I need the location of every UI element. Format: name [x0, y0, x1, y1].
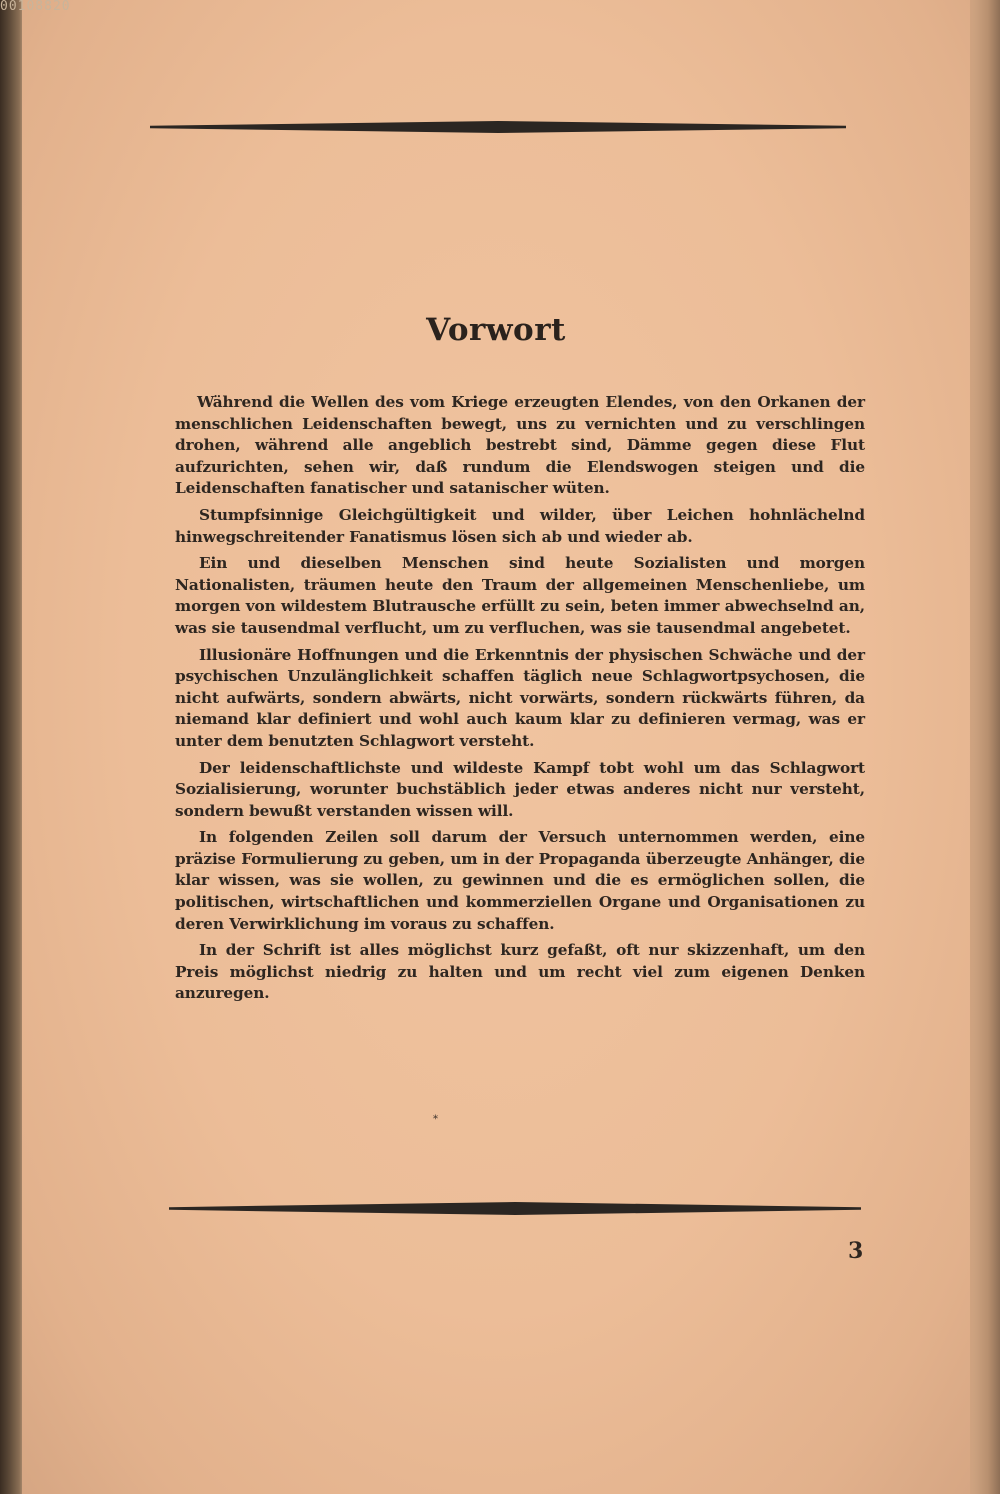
paragraph: In der Schrift ist alles möglichst kurz gefaßt, oft nur skizzenhaft, um den Preis möglichst niedrig zu halten und um recht viel zum eigenen Denken anzuregen.	[175, 941, 865, 1003]
paragraph: Ein und dieselben Menschen sind heute Sozialisten und morgen Nationalisten, träumen heute den Traum der allgemeinen Menschenliebe, um morgen von wildestem Blutrausche erfüllt zu sein, beten immer abwechselnd an, was sie tausendmal verflucht, um zu verfluchen, was sie tausendmal angebetet.	[175, 554, 865, 637]
scan-id-label: 00108820	[0, 0, 71, 14]
paragraph: Illusionäre Hoffnungen und die Erkenntnis der physischen Schwäche und der psychischen Unzulänglichkeit schaffen täglich neue Schlagwortpsychosen, die nicht aufwärts, sondern abwärts, nicht vorwärts, sondern rückwärts führen, da niemand klar definiert und wohl auch kaum klar zu definieren vermag, was er unter dem benutzten Schlagwort versteht.	[175, 645, 865, 750]
paragraph: Der leidenschaftlichste und wildeste Kampf tobt wohl um das Schlagwort Sozialisierung, worunter buchstäblich jeder etwas anderes nicht nur versteht, sondern bewußt verstanden wissen will.	[175, 758, 865, 820]
paragraph: Stumpfsinnige Gleichgültigkeit und wilder, über Leichen hohnlächelnd hinwegschreitender Fanatismus lösen sich ab und wieder ab.	[175, 505, 865, 546]
page-number: 3	[848, 1238, 864, 1264]
ornament-mark: *	[433, 1114, 438, 1125]
top-ornamental-rule	[150, 121, 846, 133]
book-page	[22, 0, 970, 1494]
preface-text	[175, 392, 865, 1010]
book-binding	[0, 0, 24, 1494]
paragraph: In folgenden Zeilen soll darum der Versuch unternommen werden, eine präzise Formulierung zu geben, um in der Propaganda überzeugte Anhänger, die klar wissen, was sie wollen, zu gewinnen und die es ermöglichen sollen, die politischen, wirtschaftlichen und kommerziellen Organe und Organisationen zu deren Verwirklichung im voraus zu schaffen.	[175, 828, 865, 933]
paragraph: Während die Wellen des vom Kriege erzeugten Elendes, von den Orkanen der menschlichen Leidenschaften bewegt, uns zu vernichten und zu verschlingen drohen, während alle angeblich bestrebt sind, Dämme gegen diese Flut aufzurichten, sehen wir, daß rundum die Elendswogen steigen und die Leidenschaften fanatischer und satanischer wüten.	[175, 393, 865, 498]
bottom-ornamental-rule	[169, 1202, 861, 1215]
page-title: Vorwort	[426, 312, 566, 348]
